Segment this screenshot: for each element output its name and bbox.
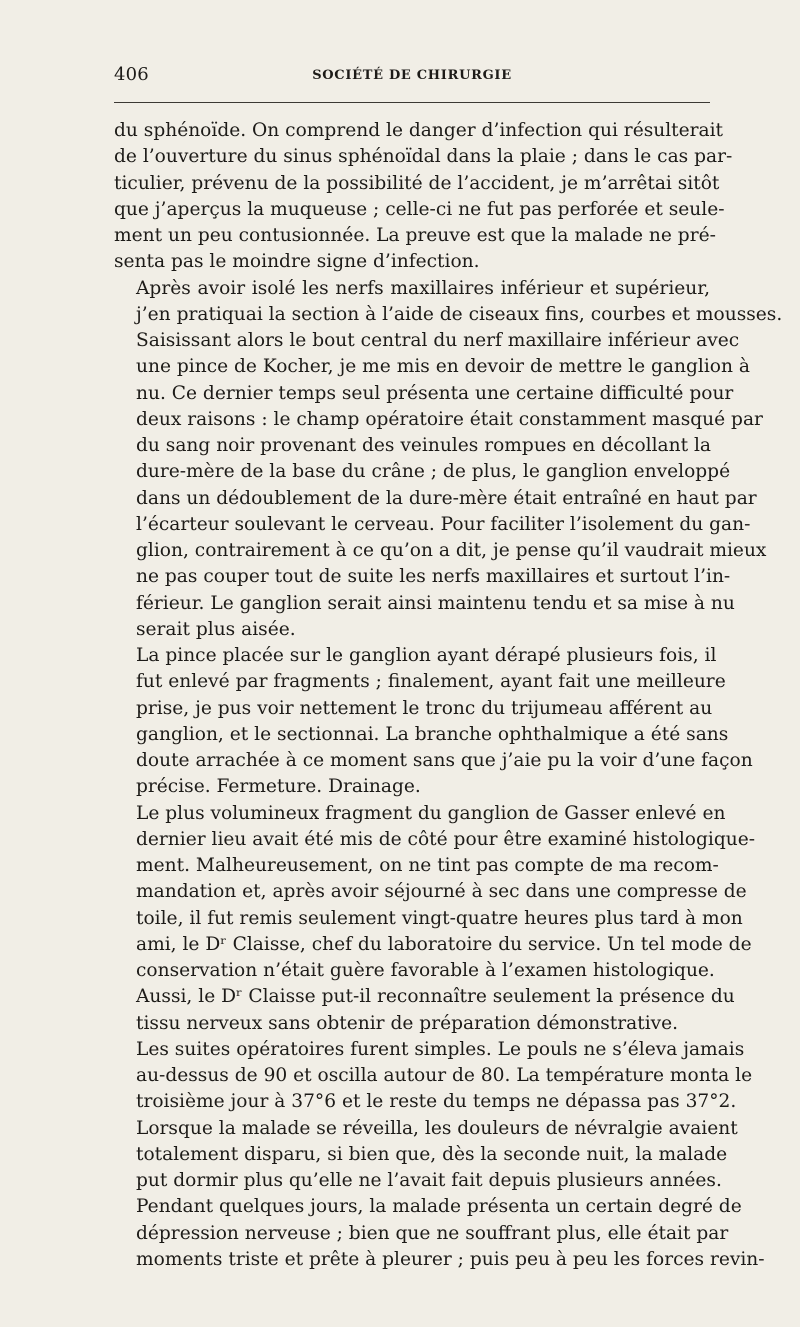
text-line: ticulier, prévenu de la possibilité de l’accident, je m’arrêtai sitôt: [114, 172, 720, 194]
text-line: dure-mère de la base du crâne ; de plus, le ganglion enveloppé: [136, 461, 731, 483]
text-line: que j’aperçus la muqueuse ; celle-ci ne fut pas perforée et seule-: [114, 198, 725, 220]
text-line: Pendant quelques jours, la malade présenta un certain degré de: [136, 1196, 742, 1218]
text-line: nu. Ce dernier temps seul présenta une certaine difficulté pour: [136, 382, 734, 404]
text-line: Le plus volumineux fragment du ganglion de Gasser enlevé en: [136, 802, 726, 824]
page-header: [114, 64, 710, 90]
text-line: ment un peu contusionnée. La preuve est que la malade ne pré-: [114, 225, 716, 246]
text-line: j’en pratiquai la section à l’aide de ciseaux fins, courbes et mousses.: [136, 303, 783, 325]
text-line: Saisissant alors le bout central du nerf maxillaire inférieur avec: [136, 330, 740, 351]
text-line: précise. Fermeture. Drainage.: [136, 776, 421, 798]
text-line: put dormir plus qu’elle ne l’avait fait depuis plusieurs années.: [136, 1170, 722, 1191]
header-rule: [114, 102, 710, 103]
text-line: du sphénoïde. On comprend le danger d’infection qui résulterait: [114, 120, 724, 141]
text-line: Aussi, le Dʳ Claisse put-il reconnaître seulement la présence du: [136, 986, 735, 1008]
paragraph: [114, 1037, 765, 1273]
text-line: moments triste et prête à pleurer ; puis peu à peu les forces revin-: [136, 1248, 765, 1270]
text-line: troisième jour à 37°6 et le reste du temps ne dépassa pas 37°2.: [136, 1091, 737, 1113]
text-line: une pince de Kocher, je me mis en devoir de mettre le ganglion à: [136, 356, 750, 378]
text-line: ne pas couper tout de suite les nerfs maxillaires et surtout l’in-: [136, 566, 731, 588]
text-line: dans un dédoublement de la dure-mère était entraîné en haut par: [136, 487, 757, 509]
text-line: au-dessus de 90 et oscilla autour de 80. La température monta le: [136, 1065, 753, 1086]
text-line: conservation n’était guère favorable à l’examen histologique.: [136, 960, 715, 981]
text-line: Après avoir isolé les nerfs maxillaires inférieur et supérieur,: [136, 277, 710, 299]
text-line: serait plus aisée.: [136, 618, 296, 640]
body-text: [114, 118, 783, 1273]
text-line: de l’ouverture du sinus sphénoïdal dans la plaie ; dans le cas par-: [114, 146, 733, 168]
text-line: La pince placée sur le ganglion ayant dérapé plusieurs fois, il: [136, 645, 717, 666]
paragraph: [114, 801, 756, 1037]
text-line: dépression nerveuse ; bien que ne souffrant plus, elle était par: [136, 1222, 729, 1244]
text-line: ami, le Dʳ Claisse, chef du laboratoire du service. Un tel mode de: [136, 933, 752, 955]
paragraph: [114, 118, 733, 276]
text-line: mandation et, après avoir séjourné à sec dans une compresse de: [136, 881, 747, 903]
text-line: férieur. Le ganglion serait ainsi maintenu tendu et sa mise à nu: [136, 592, 735, 614]
text-line: Les suites opératoires furent simples. Le pouls ne s’éleva jamais: [136, 1038, 745, 1060]
paragraph: [114, 643, 753, 801]
text-line: du sang noir provenant des veinules rompues en décollant la: [136, 435, 712, 456]
text-line: ment. Malheureusement, on ne tint pas compte de ma recom-: [136, 855, 719, 876]
text-line: dernier lieu avait été mis de côté pour être examiné histologique-: [136, 828, 756, 850]
text-line: prise, je pus voir nettement le tronc du trijumeau afférent au: [136, 697, 713, 719]
page-number: 406: [114, 64, 149, 85]
text-line: deux raisons : le champ opératoire était constamment masqué par: [136, 408, 763, 430]
text-line: ganglion, et le sectionnai. La branche ophthalmique a été sans: [136, 723, 729, 745]
text-line: glion, contrairement à ce qu’on a dit, je pense qu’il vaudrait mieux: [136, 540, 767, 561]
text-line: l’écarteur soulevant le cerveau. Pour faciliter l’isolement du gan-: [136, 513, 751, 535]
text-line: Lorsque la malade se réveilla, les douleurs de névralgie avaient: [136, 1117, 738, 1139]
running-title: SOCIÉTÉ DE CHIRURGIE: [312, 68, 512, 83]
paragraph: [114, 276, 783, 644]
text-line: tissu nerveux sans obtenir de préparation démonstrative.: [136, 1012, 679, 1034]
text-line: doute arrachée à ce moment sans que j’aie pu la voir d’une façon: [136, 750, 753, 771]
text-line: toile, il fut remis seulement vingt-quatre heures plus tard à mon: [136, 907, 743, 929]
text-line: senta pas le moindre signe d’infection.: [114, 251, 480, 273]
text-line: totalement disparu, si bien que, dès la seconde nuit, la malade: [136, 1143, 728, 1165]
text-line: fut enlevé par fragments ; finalement, ayant fait une meilleure: [136, 671, 726, 693]
